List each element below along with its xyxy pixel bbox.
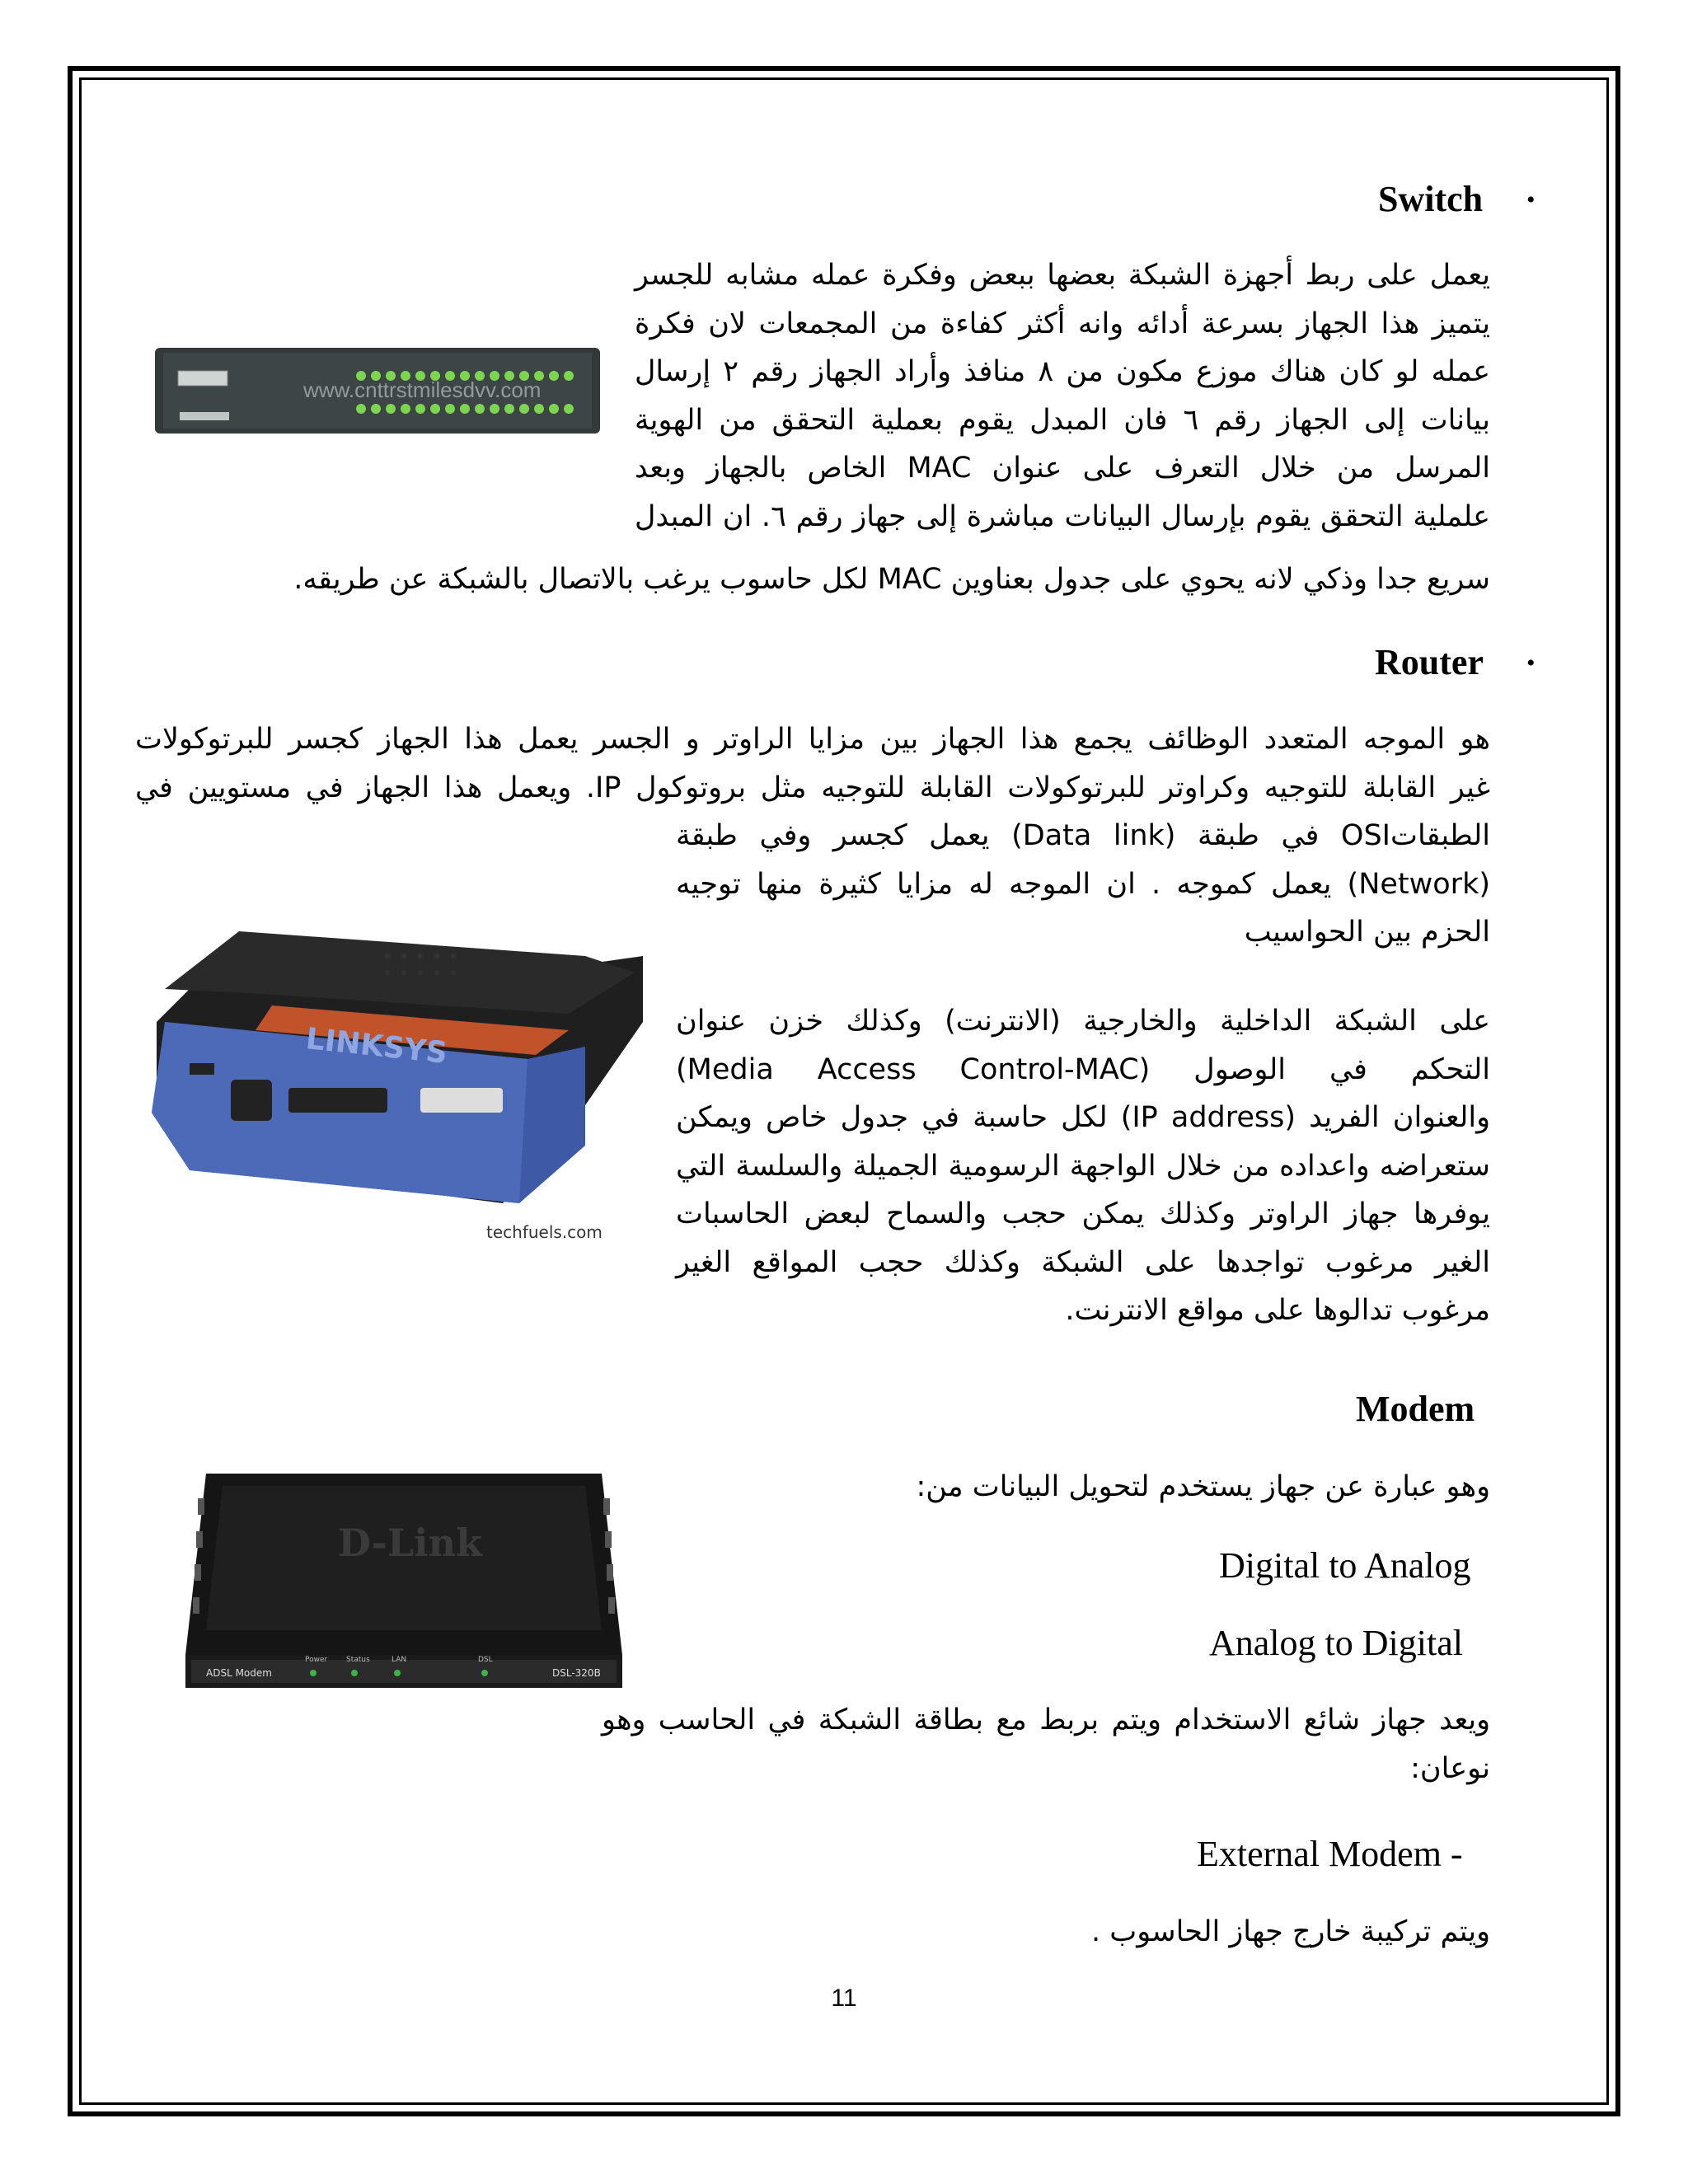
modem-conversion-1: Digital to Analog xyxy=(1219,1545,1471,1586)
modem-light-label: DSL xyxy=(478,1656,493,1664)
router-image-caption: techfuels.com xyxy=(486,1222,603,1242)
switch-line: يعمل على ربط أجهزة الشبكة بعضها ببعض وفكرة عمله مشابه للجسر xyxy=(635,259,1490,292)
router-line: مرغوب تدالوها على مواقع الانترنت. xyxy=(1065,1294,1490,1327)
modem-conversion-2: Analog to Digital xyxy=(1209,1623,1463,1663)
switch-line: عمله لو كان هناك موزع مكون من ٨ منافذ وأراد الجهاز رقم ٢ إرسال xyxy=(635,355,1490,388)
router-line: الطبقاتOSI في طبقة (Data link) يعمل كجسر وفي طبقة xyxy=(676,819,1490,852)
switch-image-watermark: www.cnttrstmilesdvv.com xyxy=(303,377,542,402)
router-bullet: • xyxy=(1526,649,1536,677)
router-line: ستعراضه واعداده من خلال الواجهة الرسومية الجميلة والسلسة التي xyxy=(676,1149,1490,1183)
modem-light-label: LAN xyxy=(392,1656,407,1664)
router-line: الحزم بين الحواسيب xyxy=(1244,916,1490,949)
modem-intro: وهو عبارة عن جهاز يستخدم لتحويل البيانات من: xyxy=(916,1470,1490,1503)
switch-line: بيانات إلى الجهاز رقم ٦ فان المبدل يقوم بعملية التحقق من الهوية xyxy=(635,403,1490,437)
modem-heading: Modem xyxy=(1356,1389,1475,1429)
modem-type-1-desc-paragraph xyxy=(676,1908,1490,1957)
router-paragraph-narrow-2 xyxy=(676,997,1490,1335)
modem-image xyxy=(173,1465,635,1713)
switch-line: سريع جدا وذكي لانه يحوي على جدول بعناوين MAC لكل حاسوب يرغب بالاتصال بالشبكة عن طريقه. xyxy=(293,563,1490,596)
router-line: غير القابلة للتوجيه وكراوتر للبرتوكولات القابلة للتوجيه مثل بروتوكول IP. ويعمل هذا الجهاز في مستويين في xyxy=(135,771,1490,804)
modem-intro-paragraph xyxy=(676,1463,1490,1511)
router-line: الغير مرغوب تواجدها على الشبكة وكذلك حجب المواقع الغير xyxy=(676,1245,1490,1279)
modem-line: نوعان: xyxy=(1410,1751,1490,1785)
router-line: هو الموجه المتعدد الوظائف يجمع هذا الجهاز بين مزايا الراوتر و الجسر يعمل هذا الجهاز كجسر للبرتوكولات xyxy=(135,723,1490,756)
switch-image xyxy=(155,346,600,437)
modem-brand: D-Link xyxy=(338,1521,482,1565)
modem-label-right: DSL-320B xyxy=(552,1667,601,1679)
router-line: (Network) يعمل كموجه . ان الموجه له مزايا كثيرة منها توجيه xyxy=(676,867,1490,901)
modem-line: ويعد جهاز شائع الاستخدام ويتم بربط مع بطاقة الشبكة في الحاسب وهو xyxy=(602,1704,1490,1736)
router-line: على الشبكة الداخلية والخارجية (الانترنت) وكذلك خزن عنوان xyxy=(676,1005,1490,1038)
modem-paragraph xyxy=(602,1696,1490,1793)
switch-paragraph-last xyxy=(206,555,1490,604)
switch-line: يتميز هذا الجهاز بسرعة أدائه وانه أكثر كفاءة من المجمعات لان فكرة xyxy=(635,307,1490,340)
modem-type-1: External Modem - xyxy=(1197,1834,1463,1874)
modem-light-label: Status xyxy=(346,1656,370,1664)
switch-line: علملية التحقق يقوم بإرسال البيانات مباشرة إلى جهاز رقم ٦. ان المبدل xyxy=(635,499,1490,533)
switch-bullet: • xyxy=(1526,186,1536,213)
page-number: 11 xyxy=(831,1985,857,2012)
router-line: والعنوان الفريد (IP address) لكل حاسبة في جدول خاص ويمكن xyxy=(676,1101,1490,1134)
switch-heading: Switch xyxy=(1378,179,1484,219)
router-brand: LINKSYS xyxy=(304,1022,449,1071)
modem-light-label: Power xyxy=(305,1656,328,1664)
router-image xyxy=(140,923,651,1253)
modem-label-left: ADSL Modem xyxy=(206,1667,272,1679)
modem-type-1-desc: ويتم تركيبة خارج جهاز الحاسوب . xyxy=(1091,1915,1490,1948)
router-paragraph-narrow-1 xyxy=(676,812,1490,957)
router-line: التحكم في الوصول (Media Access Control-MAC) xyxy=(676,1052,1490,1086)
router-line: يوفرها جهاز الراوتر وكذلك يمكن حجب والسماح لبعض الحاسبات xyxy=(676,1197,1490,1230)
router-heading: Router xyxy=(1375,642,1484,682)
switch-line: المرسل من خلال التعرف على عنوان MAC الخاص بالجهاز وبعد xyxy=(635,452,1490,485)
switch-paragraph xyxy=(635,251,1490,541)
router-paragraph-wide xyxy=(135,715,1490,812)
switch-ports-icon xyxy=(178,371,227,386)
